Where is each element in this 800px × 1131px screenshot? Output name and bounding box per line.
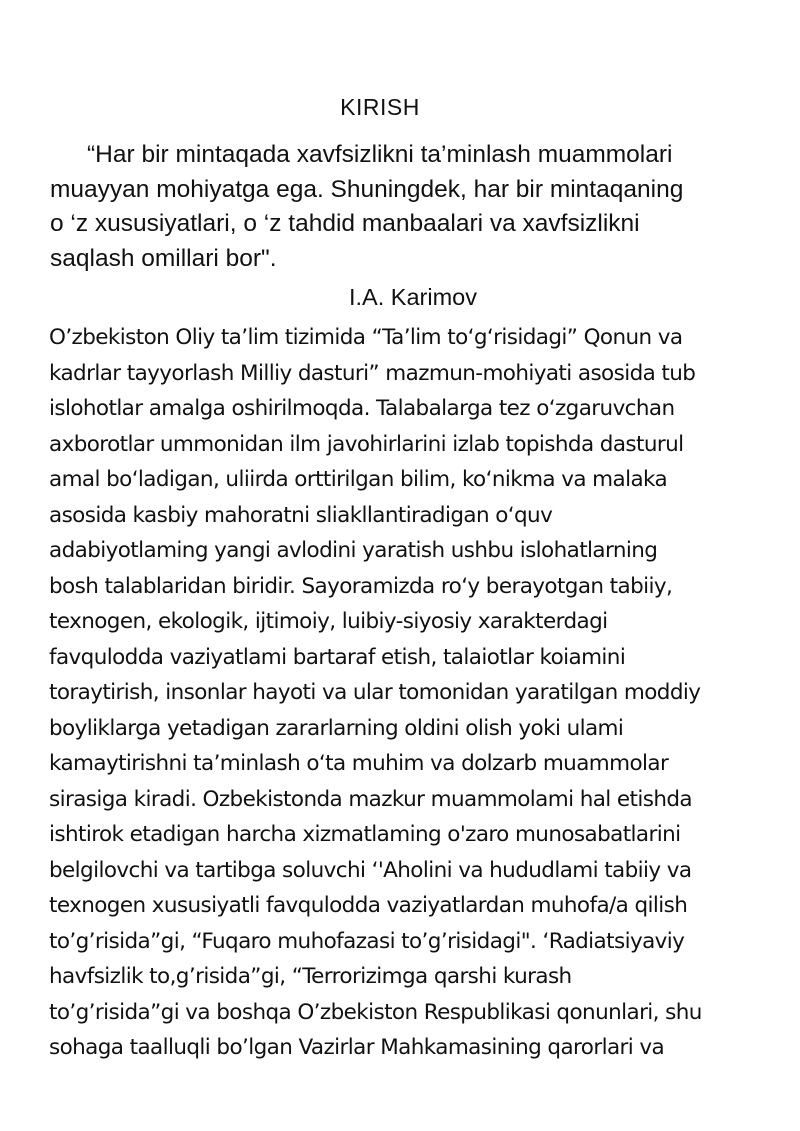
- body-line: adabiyotlaming yangi avlodini yaratish ushbu islohatlarning: [49, 538, 658, 563]
- body-line: ishtirok etadigan harcha xizmatlaming o'zaro munosabatlarini: [49, 822, 681, 847]
- epigraph-line: muayyan mohiyatga ega. Shuningdek, har bir mintaqaning: [50, 175, 684, 203]
- body-paragraph: [49, 320, 769, 1066]
- epigraph-quote: [50, 138, 770, 276]
- body-line: axborotlar ummonidan ilm javohirlarini izlab topishda dasturul: [49, 431, 684, 457]
- body-line: favqulodda vaziyatlami bartaraf etish, talaiotlar koiamini: [49, 644, 626, 670]
- body-line: O’zbekiston Oliy ta’lim tizimida “Ta’lim to‘g‘risidagi” Qonun va: [49, 325, 683, 350]
- body-line: asosida kasbiy mahoratni sliakllantiradigan o‘quv: [49, 502, 553, 528]
- body-line: toraytirish, insonlar hayoti va ular tomonidan yaratilgan moddiy: [49, 680, 701, 705]
- body-line: bosh talablaridan biridir. Sayoramizda ro‘y berayotgan tabiiy,: [49, 573, 673, 599]
- body-line: sohaga taalluqli bo’lgan Vazirlar Mahkamasining qarorlari va: [49, 1035, 665, 1060]
- epigraph-author: I.A. Karimov: [349, 284, 477, 310]
- body-line: texnogen xususiyatli favqulodda vaziyatlardan muhofa/a qilish: [49, 893, 688, 918]
- body-line: boyliklarga yetadigan zararlarning oldini olish yoki ulami: [49, 715, 624, 741]
- body-line: kadrlar tayyorlash Milliy dasturi” mazmun-mohiyati asosida tub: [49, 360, 696, 386]
- body-line: kamaytirishni ta’minlash o‘ta muhim va dolzarb muammolar: [49, 751, 669, 776]
- body-line: havfsizlik to,g’risida”gi, “Terrorizimga qarshi kurash: [49, 964, 572, 989]
- body-line: to’g’risida”gi va boshqa O’zbekiston Respublikasi qonunlari, shu: [49, 999, 702, 1025]
- epigraph-line: “Har bir mintaqada xavfsizlikni ta’minlash muammolari: [87, 141, 673, 168]
- body-line: amal bo‘ladigan, uliirda orttirilgan bilim, ko‘nikma va malaka: [49, 467, 668, 492]
- page-heading: KIRISH: [340, 94, 420, 120]
- epigraph-line: saqlash omillari bor".: [50, 244, 277, 272]
- body-line: belgilovchi va tartibga soluvchi ‘'Aholini va hududlami tabiiy va: [49, 857, 692, 883]
- epigraph-line: o ‘z xususiyatlari, o ‘z tahdid manbaalari va xavfsizlikni: [50, 210, 640, 237]
- body-line: islohotlar amalga oshirilmoqda. Talabalarga tez o‘zgaruvchan: [49, 396, 675, 421]
- body-line: to’g’risida”gi, “Fuqaro muhofazasi to’g’risidagi". ‘Radiatsiyaviy: [49, 928, 685, 954]
- body-line: texnogen, ekologik, ijtimoiy, luibiy-siyosiy xarakterdagi: [49, 609, 608, 634]
- body-line: sirasiga kiradi. Ozbekistonda mazkur muammolami hal etishda: [49, 786, 692, 812]
